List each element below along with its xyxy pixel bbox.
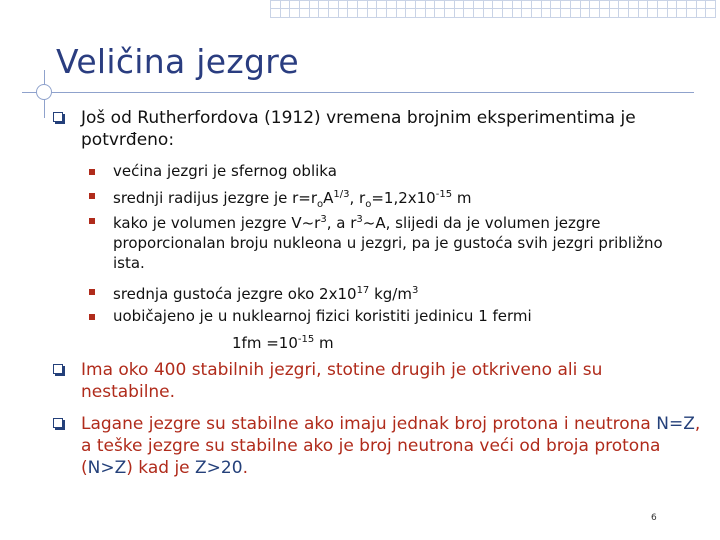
page-number: 6: [651, 513, 657, 523]
slide-title: Veličina jezgre: [56, 42, 299, 81]
title-divider: [22, 92, 694, 93]
sub-bullet-item: [113, 306, 673, 326]
bullet-dot-icon: [89, 193, 95, 199]
square-bullet-icon: [53, 418, 63, 428]
fermi-definition: $1fm =10^{-15}$ m: [232, 334, 334, 352]
bullet-dot-icon: [89, 314, 95, 320]
bullet-text: Još od Rutherfordova (1912) vremena brojnim eksperimentima je potvrđeno:: [81, 108, 636, 150]
sub-bullet-text: uobičajeno je u nuklearnoj fizici koristiti jedinicu 1 fermi: [113, 307, 532, 325]
circle-ornament-icon: [36, 84, 52, 100]
bullet-dot-icon: [89, 218, 95, 224]
sub-bullet-text: kako je volumen jezgre $V\sim r^3$, a $r^3\sim A$, slijedi da je volumen jezgre proporcionalan broju nukleona u jezgri, pa je gustoća svih jezgri približno ista.: [113, 214, 663, 272]
sub-bullet-item: [113, 161, 673, 181]
bullet-text: Lagane jezgre su stabilne ako imaju jednak broj protona i neutrona N=Z, a teške jezgre su stabilne ako je broj neutrona veći od broja protona (N>Z) kad je Z>20.: [81, 414, 701, 478]
square-bullet-icon: [53, 112, 63, 122]
sub-bullet-text: srednji radijus jezgre je $r=r_oA^{1/3}$, $r_o=1,2x10^{-15}$ m: [113, 189, 472, 210]
bullet-text: Ima oko 400 stabilnih jezgri, stotine drugih je otkriveno ali su nestabilne.: [81, 360, 603, 402]
bullet-dot-icon: [89, 169, 95, 175]
sub-bullet-item: [113, 281, 673, 304]
decorative-grid: [270, 0, 716, 18]
sub-bullet-text: većina jezgri je sfernog oblika: [113, 162, 337, 180]
bullet-item: [81, 413, 701, 479]
bullet-item: [81, 107, 701, 151]
sub-bullet-item: [113, 210, 673, 273]
sub-bullet-text: srednja gustoća jezgre oko $2x10^{17}$ $kg/m^3$: [113, 285, 419, 303]
bullet-dot-icon: [89, 289, 95, 295]
square-bullet-icon: [53, 364, 63, 374]
bullet-item: [81, 359, 701, 403]
